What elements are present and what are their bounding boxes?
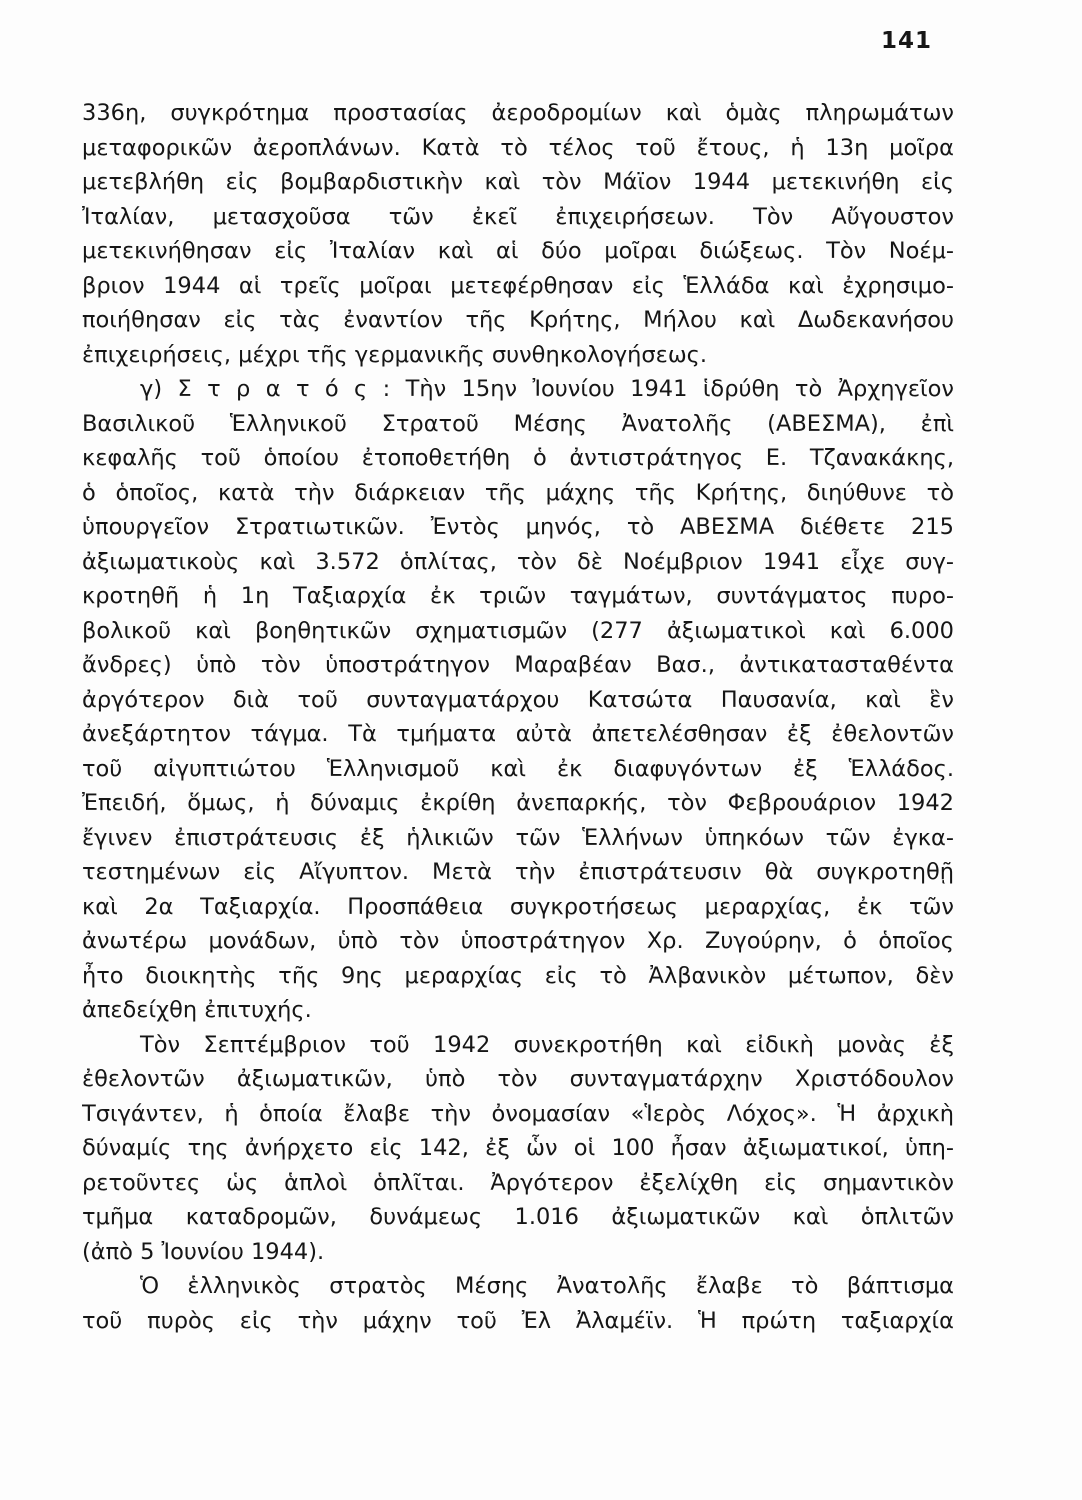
text-line: ἦτο διοικητὴς τῆς 9ης μεραρχίας εἰς τὸ Ἀλβανικὸν μέτωπον, δὲν	[82, 962, 954, 989]
text-line: μεταφορικῶν ἀεροπλάνων. Κατὰ τὸ τέλος τοῦ ἔτους, ἡ 13η μοῖρα	[82, 134, 954, 161]
text-line: 336η, συγκρότημα προστασίας ἀεροδρομίων καὶ ὁμὰς πληρωμάτων	[82, 100, 954, 126]
text-line: κροτηθῆ ἡ 1η Ταξιαρχία ἐκ τριῶν ταγμάτων, συντάγματος πυρο-	[82, 583, 954, 609]
text-line: Ἰταλίαν, μετασχοῦσα τῶν ἐκεῖ ἐπιχειρήσεων. Τὸν Αὔγουστον	[82, 203, 954, 230]
text-line: μετεβλήθη εἰς βομβαρδιστικὴν καὶ τὸν Μάϊον 1944 μετεκινήθη εἰς	[82, 169, 954, 195]
text-line: ρετοῦντες ὡς ἁπλοὶ ὁπλῖται. Ἀργότερον ἐξελίχθη εἰς σημαντικὸν	[82, 1169, 954, 1196]
text-line: ἀνεξάρτητον τάγμα. Τὰ τμήματα αὐτὰ ἀπετελέσθησαν ἐξ ἐθελοντῶν	[82, 721, 954, 747]
text-line: βριον 1944 αἱ τρεῖς μοῖραι μετεφέρθησαν εἰς Ἑλλάδα καὶ ἐχρησιμο-	[82, 272, 954, 299]
text-line: ἀνωτέρω μονάδων, ὑπὸ τὸν ὑποστράτηγον Χρ. Ζυγούρην, ὁ ὁποῖος	[82, 928, 954, 954]
page-number: 141	[880, 28, 932, 54]
text-line: ἔγινεν ἐπιστράτευσις ἐξ ἡλικιῶν τῶν Ἑλλήνων ὑπηκόων τῶν ἐγκα-	[82, 824, 954, 851]
text-line: ἀπεδείχθη ἐπιτυχής.	[82, 997, 312, 1023]
text-line: ἀργότερον διὰ τοῦ συνταγματάρχου Κατσώτα Παυσανία, καὶ ἓν	[82, 686, 954, 713]
body-text	[82, 96, 954, 1338]
text-line: τοῦ πυρὸς εἰς τὴν μάχην τοῦ Ἐλ Ἀλαμέϊν. Ἡ πρώτη ταξιαρχία	[82, 1307, 954, 1334]
text-line: ἐπιχειρήσεις, μέχρι τῆς γερμανικῆς συνθηκολογήσεως.	[82, 341, 708, 368]
text-line: Τὸν Σεπτέμβριον τοῦ 1942 συνεκροτήθη καὶ εἰδικὴ μονὰς ἐξ	[140, 1031, 954, 1058]
text-line: ἄνδρες) ὑπὸ τὸν ὑποστράτηγον Μαραβέαν Βασ., ἀντικατασταθέντα	[82, 652, 954, 678]
text-line: Ὁ ἑλληνικὸς στρατὸς Μέσης Ἀνατολῆς ἔλαβε τὸ βάπτισμα	[140, 1273, 954, 1299]
text-line: Ἐπειδή, ὅμως, ἡ δύναμις ἐκρίθη ἀνεπαρκής, τὸν Φεβρουάριον 1942	[82, 790, 954, 816]
text-line: ἀξιωματικοὺς καὶ 3.572 ὁπλίτας, τὸν δὲ Νοέμβριον 1941 εἶχε συγ-	[82, 548, 954, 575]
text-line: Βασιλικοῦ Ἑλληνικοῦ Στρατοῦ Μέσης Ἀνατολῆς (ΑΒΕΣΜΑ), ἐπὶ	[82, 410, 954, 437]
text-line: Τσιγάντεν, ἡ ὁποία ἔλαβε τὴν ὀνομασίαν «Ἱερὸς Λόχος». Ἡ ἀρχικὴ	[82, 1100, 954, 1127]
text-line: τοῦ αἰγυπτιώτου Ἑλληνισμοῦ καὶ ἐκ διαφυγόντων ἐξ Ἑλλάδος.	[82, 755, 954, 782]
text-line: ποιήθησαν εἰς τὰς ἐναντίον τῆς Κρήτης, Μήλου καὶ Δωδεκανήσου	[82, 307, 954, 333]
text-line: γ) Σ τ ρ α τ ό ς : Τὴν 15ην Ἰουνίου 1941 ἱδρύθη τὸ Ἀρχηγεῖον	[140, 376, 954, 402]
text-line: βολικοῦ καὶ βοηθητικῶν σχηματισμῶν (277 ἀξιωματικοὶ καὶ 6.000	[82, 617, 954, 644]
text-line: ἐθελοντῶν ἀξιωματικῶν, ὑπὸ τὸν συνταγματάρχην Χριστόδουλον	[82, 1066, 954, 1092]
text-line: ὑπουργεῖον Στρατιωτικῶν. Ἐντὸς μηνός, τὸ ΑΒΕΣΜΑ διέθετε 215	[82, 514, 954, 540]
text-line: μετεκινήθησαν εἰς Ἰταλίαν καὶ αἱ δύο μοῖραι διώξεως. Τὸν Νοέμ-	[82, 238, 954, 264]
text-line: ὁ ὁποῖος, κατὰ τὴν διάρκειαν τῆς μάχης τῆς Κρήτης, διηύθυνε τὸ	[82, 479, 954, 506]
text-line: κεφαλῆς τοῦ ὁποίου ἐτοποθετήθη ὁ ἀντιστράτηγος Ε. Τζανακάκης,	[82, 445, 954, 471]
text-line: καὶ 2α Ταξιαρχία. Προσπάθεια συγκροτήσεως μεραρχίας, ἐκ τῶν	[82, 893, 954, 920]
text-line: τμῆμα καταδρομῶν, δυνάμεως 1.016 ἀξιωματικῶν καὶ ὁπλιτῶν	[82, 1204, 954, 1230]
text-line: τεστημένων εἰς Αἴγυπτον. Μετὰ τὴν ἐπιστράτευσιν θὰ συγκροτηθῇ	[82, 859, 954, 885]
text-line: δύναμίς της ἀνήρχετο εἰς 142, ἐξ ὧν οἱ 100 ἦσαν ἀξιωματικοί, ὑπη-	[82, 1135, 954, 1161]
text-line: (ἀπὸ 5 Ἰουνίου 1944).	[82, 1238, 325, 1265]
